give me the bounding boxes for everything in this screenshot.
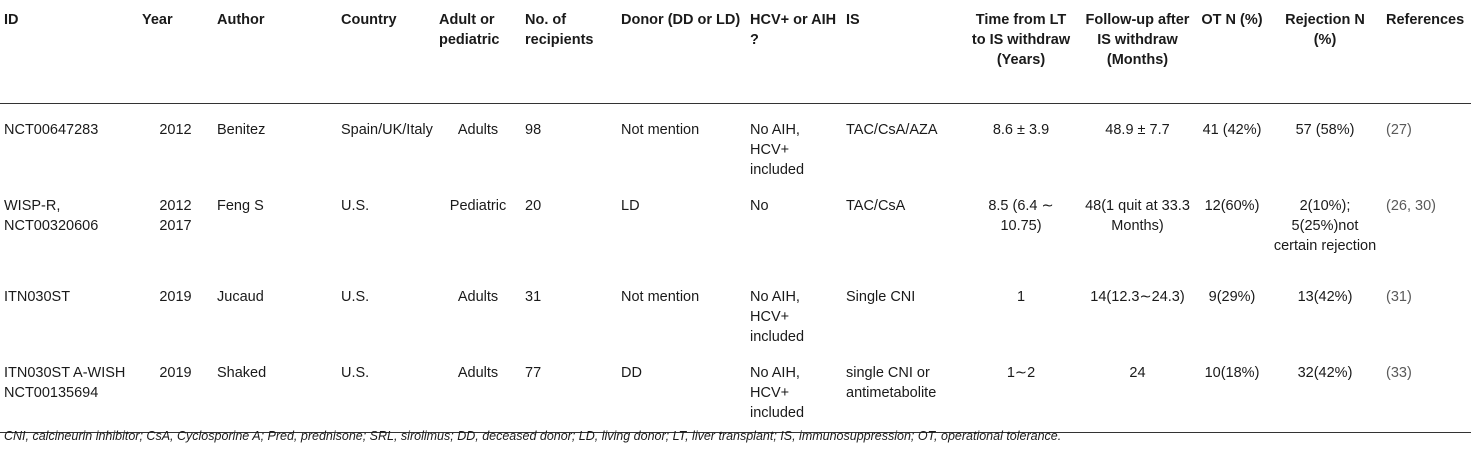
cell-country: Spain/UK/Italy	[341, 121, 433, 138]
cell-references[interactable]: (31)	[1386, 288, 1412, 305]
header-id: ID	[0, 0, 138, 103]
header-followup: Follow-up after IS withdraw (Months)	[1079, 0, 1196, 103]
header-time-lt-is: Time from LT to IS withdraw (Years)	[963, 0, 1079, 103]
cell-country: U.S.	[341, 197, 370, 214]
cell-recipients: 77	[521, 347, 617, 433]
cell-ot: 9(29%)	[1208, 288, 1256, 305]
cell-is: TAC/CsA/AZA	[846, 121, 938, 138]
header-adult-or-pediatric: Adult or pediatric	[435, 0, 521, 103]
cell-time-lt-is: 1∼2	[963, 347, 1079, 433]
cell-hcv-aih: No	[750, 197, 769, 214]
cell-year: 2019	[138, 347, 213, 433]
cell-author: Benitez	[217, 121, 266, 138]
cell-time-lt-is: 8.6 ± 3.9	[992, 121, 1050, 138]
cell-recipients: 20	[525, 197, 542, 214]
cell-ot: 10(18%)	[1196, 347, 1268, 433]
cell-country: U.S.	[341, 288, 370, 305]
header-ot: OT N (%)	[1196, 0, 1268, 103]
cell-donor: Not mention	[621, 121, 700, 138]
header-recipients: No. of recipients	[521, 0, 617, 103]
cell-author: Shaked	[213, 347, 337, 433]
cell-is: TAC/CsA	[846, 197, 906, 214]
cell-adult-or-pediatric: Pediatric	[449, 197, 507, 214]
cell-id: NCT00647283	[4, 121, 99, 138]
cell-adult-or-pediatric: Adults	[457, 288, 499, 305]
cell-donor: Not mention	[621, 288, 700, 305]
cell-author: Jucaud	[217, 288, 264, 305]
cell-adult-or-pediatric: Adults	[435, 347, 521, 433]
cell-hcv-aih: No AIH, HCV+ included	[746, 347, 842, 433]
cell-id: WISP-R, NCT00320606	[4, 197, 99, 234]
table-header-row	[0, 0, 1471, 103]
cell-adult-or-pediatric: Adults	[457, 121, 499, 138]
cell-is: Single CNI	[846, 288, 916, 305]
cell-followup: 24	[1079, 347, 1196, 433]
cell-references[interactable]: (27)	[1386, 121, 1412, 138]
cell-year: 2012	[159, 121, 192, 138]
cell-followup: 14(12.3∼24.3)	[1090, 288, 1185, 305]
header-is: IS	[842, 0, 963, 103]
cell-rejection: 13(42%)	[1297, 288, 1353, 305]
header-year: Year	[138, 0, 213, 103]
header-author: Author	[213, 0, 337, 103]
header-references: References	[1382, 0, 1471, 103]
table-row	[0, 271, 1471, 347]
cell-id: ITN030ST	[4, 288, 71, 305]
cell-rejection: 32(42%)	[1268, 347, 1382, 433]
cell-followup: 48(1 quit at 33.3 Months)	[1085, 197, 1190, 234]
header-hcv-aih: HCV+ or AIH ?	[746, 0, 842, 103]
cell-time-lt-is: 8.5 (6.4 ∼ 10.75)	[988, 197, 1054, 234]
table-row	[0, 103, 1471, 180]
cell-is: single CNI or antimetabolite	[842, 347, 963, 433]
cell-hcv-aih: No AIH, HCV+ included	[750, 288, 805, 345]
cell-id: ITN030ST A-WISH NCT00135694	[0, 347, 138, 433]
table-row	[0, 347, 1471, 433]
cell-year: 2012 2017	[159, 197, 192, 234]
table-footnote: CNI, calcineurin inhibitor; CsA, Cyclosporine A; Pred, prednisone; SRL, sirolimus; DD, deceased donor; LD, living donor; LT, liver transplant; IS, immunosuppression; OT, operational tolerance.	[4, 429, 1062, 443]
cell-year: 2019	[159, 288, 192, 305]
cell-references[interactable]: (26, 30)	[1386, 197, 1436, 214]
cell-author: Feng S	[217, 197, 264, 214]
header-rejection: Rejection N (%)	[1268, 0, 1382, 103]
cell-recipients: 31	[525, 288, 542, 305]
header-donor: Donor (DD or LD)	[617, 0, 746, 103]
cell-rejection: 57 (58%)	[1295, 121, 1355, 138]
cell-followup: 48.9 ± 7.7	[1105, 121, 1170, 138]
cell-country: U.S.	[337, 347, 435, 433]
cell-donor: LD	[621, 197, 640, 214]
cell-ot: 41 (42%)	[1202, 121, 1262, 138]
header-country: Country	[337, 0, 435, 103]
cell-recipients: 98	[525, 121, 542, 138]
cell-hcv-aih: No AIH, HCV+ included	[750, 121, 805, 178]
table-row	[0, 180, 1471, 271]
cell-rejection: 2(10%); 5(25%)not certain rejection	[1273, 197, 1377, 254]
cell-donor: DD	[617, 347, 746, 433]
cell-time-lt-is: 1	[1016, 288, 1026, 305]
cell-ot: 12(60%)	[1204, 197, 1260, 214]
cell-references[interactable]: (33)	[1382, 347, 1471, 433]
